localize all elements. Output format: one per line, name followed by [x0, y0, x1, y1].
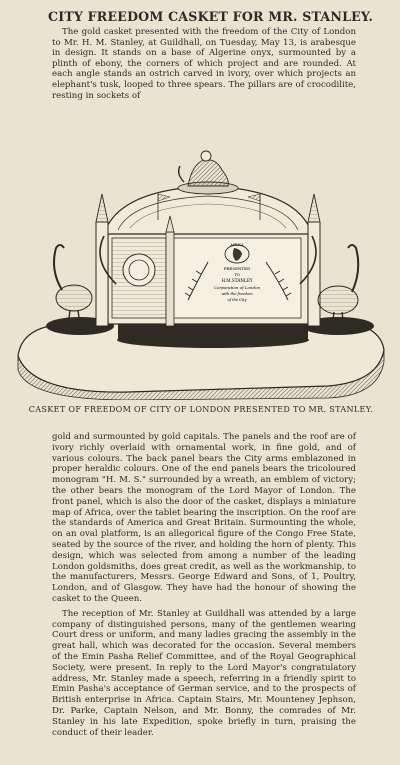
allegorical-figure: [178, 151, 238, 194]
article-title: CITY FREEDOM CASKET FOR MR. STANLEY.: [48, 9, 374, 24]
inscription-line-5: with the freedom: [221, 292, 253, 296]
body-paragraph-2: The reception of Mr. Stanley at Guildhall was attended by a large company of distinguished persons, many of the gentlemen wearing Court dress or uniform, and many ladies gracing the assembly in the great hall, which was decorated for the occasion. Several members of the Emin Pasha Relief Committee, and of the Royal Geographical Society, were present. In reply to the Lord Mayor's congratulatory address, Mr. Stanley made a speech, referring in a friendly spirit to Emin Pasha's acceptance of German service, and to the prospects of British enterprise in Africa. Captain Stairs, Mr. Mounteney Jephson, Dr. Parke, Captain Nelson, and Mr. Bonny, the comrades of Mr. Stanley in his late Expedition, spoke briefly in turn, praising the conduct of their leader.: [52, 608, 356, 738]
casket-engraving: [8, 150, 392, 400]
figure-caption: CASKET OF FREEDOM OF CITY OF LONDON PRESENTED TO MR. STANLEY.: [28, 404, 374, 414]
inscription-line-6: of the City: [227, 298, 247, 302]
casket-body: [108, 232, 308, 324]
intro-paragraph: The gold casket presented with the freedom of the City of London to Mr. H. M. Stanley, at Guildhall, on Tuesday, May 13, is arabesque in design. It stands on a base of Algerine onyx, surmounted by a plinth of ebony, the corners of which project and are rounded. At each angle stands an ostrich carved in ivory, over which projects an elephant's tusk, looped to three spears. The pillars are of crocodilite, resting in sockets of: [52, 27, 356, 101]
ostrich-left-icon: [54, 245, 92, 326]
map-label: AFRICA: [230, 243, 244, 247]
casket-illustration: [8, 150, 392, 400]
body-paragraph-1: gold and surmounted by gold capitals. The panels and the roof are of ivory richly overlaid with ornamental work, in fine gold, and of various colours. The back panel bears the City arms emblazoned in proper heraldic colours. One of the end panels bears the tricoloured monogram "H. M. S." surrounded by a wreath, an emblem of victory; the other bears the monogram of the Lord Mayor of London. The front panel, which is also the door of the casket, displays a miniature map of Africa, over the tablet bearing the inscription. On the roof are the standards of America and Great Britain. Surmounting the whole, on an oval platform, is an allegorical figure of the Congo Free State, seated by the source of the river, and holding the horn of plenty. This design, which was selected from among a number of the leading London goldsmiths, does great credit, as well as the workmanship, to the manufacturers, Messrs. George Edward and Sons, of 1, Poultry, London, and of Glasgow. They have had the honour of showing the casket to the Queen.: [52, 432, 356, 604]
inscription-line-1: PRESENTED: [223, 266, 251, 271]
inscription-line-2: TO: [234, 273, 240, 277]
inscription-line-3: H.M.STANLEY: [221, 278, 253, 283]
article-body: [52, 432, 356, 742]
ostrich-right-icon: [318, 245, 358, 328]
inscription-line-4: Corporation of London: [213, 285, 261, 290]
